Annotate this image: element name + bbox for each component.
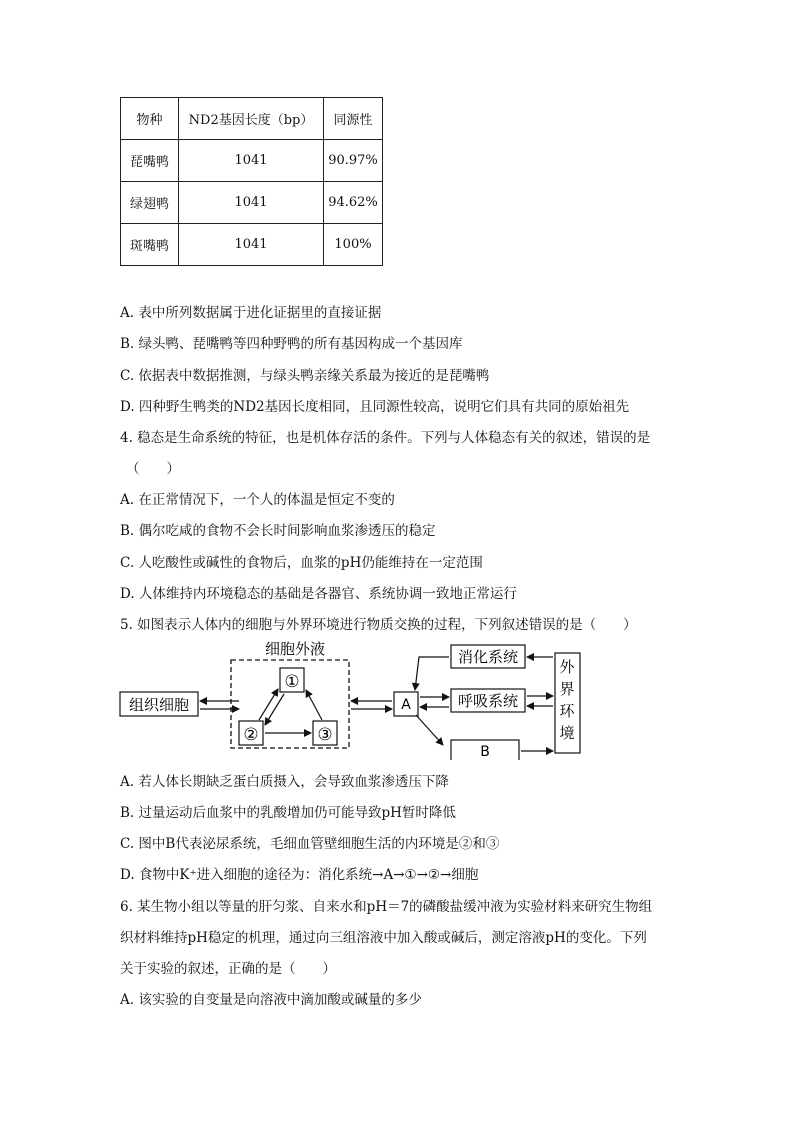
q4-option-d: D. 人体维持内环境稳态的基础是各器官、系统协调一致地正常运行	[120, 586, 517, 602]
q3-option-b: B. 绿头鸭、琵嘴鸭等四种野鸭的所有基因构成一个基因库	[120, 336, 463, 352]
external-char-3: 环	[559, 702, 575, 720]
table-row	[121, 224, 383, 266]
q3-option-a: A. 表中所列数据属于进化证据里的直接证据	[120, 305, 382, 321]
arrow-3-to-1	[306, 690, 322, 720]
extracellular-fluid-label: 细胞外液	[264, 640, 326, 658]
table-row	[121, 182, 383, 224]
table-header-cell: ND2基因长度（bp）	[179, 98, 324, 140]
q3-option-c: C. 依据表中数据推测，与绿头鸭亲缘关系最为接近的是琵嘴鸭	[120, 368, 490, 384]
q6-stem-line-3: 关于实验的叙述，正确的是（ ）	[120, 961, 336, 977]
arrow-2-to-1	[259, 689, 278, 720]
table-cell: 琵嘴鸭	[121, 140, 179, 182]
table-cell: 100%	[324, 224, 383, 266]
node-2-label: ②	[243, 725, 259, 745]
q4-option-a: A. 在正常情况下，一个人的体温是恒定不变的	[120, 492, 395, 508]
table-cell: 94.62%	[324, 182, 383, 224]
external-char-4: 境	[559, 724, 575, 742]
q5-option-d: D. 食物中K⁺进入细胞的途径为：消化系统→A→①→②→细胞	[120, 867, 479, 883]
q3-option-d: D. 四种野生鸭类的ND2基因长度相同，且同源性较高，说明它们具有共同的原始祖先	[120, 399, 630, 415]
external-char-2: 界	[559, 680, 575, 698]
q6-stem-line-1: 6. 某生物小组以等量的肝匀浆、自来水和pH＝7的磷酸盐缓冲液为实验材料来研究生物组	[120, 899, 653, 915]
respiratory-system-label: 呼吸系统	[457, 692, 519, 710]
table-header-row	[121, 98, 383, 140]
node-b-label: B	[480, 744, 490, 760]
q4-answer-paren: （ ）	[126, 461, 180, 477]
q5-option-a: A. 若人体长期缺乏蛋白质摄入，会导致血浆渗透压下降	[120, 774, 449, 790]
table-row	[121, 140, 383, 182]
arrow-digestive-to-a	[415, 657, 449, 690]
table-cell: 90.97%	[324, 140, 383, 182]
q5-option-c: C. 图中B代表泌尿系统，毛细血管壁细胞生活的内环境是②和③	[120, 836, 500, 852]
q4-option-b: B. 偶尔吃咸的食物不会长时间影响血浆渗透压的稳定	[120, 523, 436, 539]
species-table	[120, 97, 383, 266]
arrow-1-to-2	[265, 694, 284, 725]
tissue-cells-label: 组织细胞	[128, 696, 190, 714]
digestive-system-label: 消化系统	[457, 648, 519, 666]
table-cell: 绿翅鸭	[121, 182, 179, 224]
table-cell: 斑嘴鸭	[121, 224, 179, 266]
external-char-1: 外	[559, 658, 575, 676]
table-cell: 1041	[179, 140, 324, 182]
q6-stem-line-2: 织材料维持pH稳定的机理，通过向三组溶液中加入酸或碱后，测定溶液pH的变化。下列	[120, 930, 647, 946]
node-a-label: A	[401, 697, 411, 713]
q5-stem: 5. 如图表示人体内的细胞与外界环境进行物质交换的过程，下列叙述错误的是（ ）	[120, 617, 637, 633]
table-header-cell: 物种	[121, 98, 179, 140]
node-3-label: ③	[317, 725, 333, 745]
q6-option-a: A. 该实验的自变量是向溶液中滴加酸或碱量的多少	[120, 992, 422, 1008]
material-exchange-diagram	[115, 640, 595, 760]
table-cell: 1041	[179, 182, 324, 224]
q4-stem: 4. 稳态是生命系统的特征，也是机体存活的条件。下列与人体稳态有关的叙述，错误的是	[120, 430, 651, 446]
arrow-a-to-b	[416, 715, 443, 745]
q4-option-c: C. 人吃酸性或碱性的食物后，血浆的pH仍能维持在一定范围	[120, 555, 483, 571]
table-cell: 1041	[179, 224, 324, 266]
q5-option-b: B. 过量运动后血浆中的乳酸增加仍可能导致pH暂时降低	[120, 805, 456, 821]
node-1-label: ①	[284, 672, 300, 692]
table-header-cell: 同源性	[324, 98, 383, 140]
